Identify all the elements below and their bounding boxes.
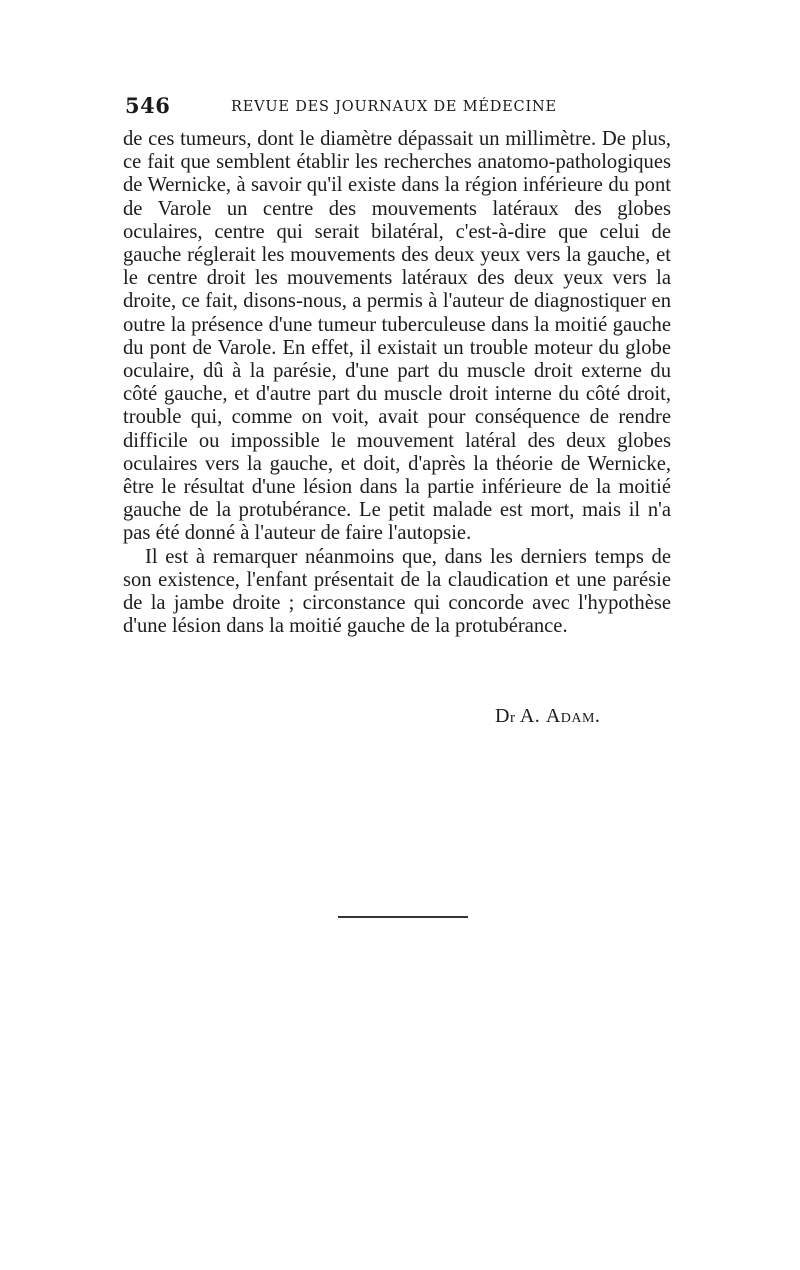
author-signature — [495, 705, 600, 728]
article-body — [123, 128, 671, 638]
paragraph-continued: de ces tumeurs, dont le diamètre dépassait un millimètre. De plus, ce fait que semblent établir les recherches anatomo-pathologiques de Wernicke, à savoir qu'il existe dans la région inférieure du pont de Varole un centre des mouvements latéraux des globes oculaires, centre qui serait bilatéral, c'est-à-dire que celui de gauche réglerait les mouvements des deux yeux vers la gauche, et le centre droit les mouvements latéraux des deux yeux vers la droite, ce fait, disons-nous, a permis à l'auteur de diagnostiquer en outre la présence d'une tumeur tuberculeuse dans la moitié gauche du pont de Varole. En effet, il existait un trouble moteur du globe oculaire, dû à la parésie, d'une part du muscle droit externe du côté gauche, et d'autre part du muscle droit interne du côté droit, trouble qui, comme on voit, avait pour conséquence de rendre difficile ou impossible le mouvement latéral des deux globes oculaires vers la gauche, et doit, d'après la théorie de Wernicke, être le résultat d'une lésion dans la partie inférieure de la moitié gauche de la protubérance. Le petit malade est mort, mais il n'a pas été donné à l'auteur de faire l'autopsie. — [123, 128, 671, 545]
running-head — [125, 93, 685, 121]
signature-name: Adam. — [545, 705, 601, 727]
section-end-rule — [338, 916, 468, 918]
page-number: 546 — [125, 93, 171, 118]
paragraph-observation: Il est à remarquer néanmoins que, dans les derniers temps de son existence, l'enfant présentait de la claudication et une parésie de la jambe droite ; circonstance qui concorde avec l'hypothèse d'une lésion dans la moitié gauche de la protubérance. — [123, 545, 671, 638]
journal-title: REVUE DES JOURNAUX DE MÉDECINE — [231, 99, 557, 115]
signature-title: D — [495, 705, 510, 727]
signature-initial: A. — [519, 705, 541, 727]
signature-title-sup: r — [509, 710, 516, 726]
